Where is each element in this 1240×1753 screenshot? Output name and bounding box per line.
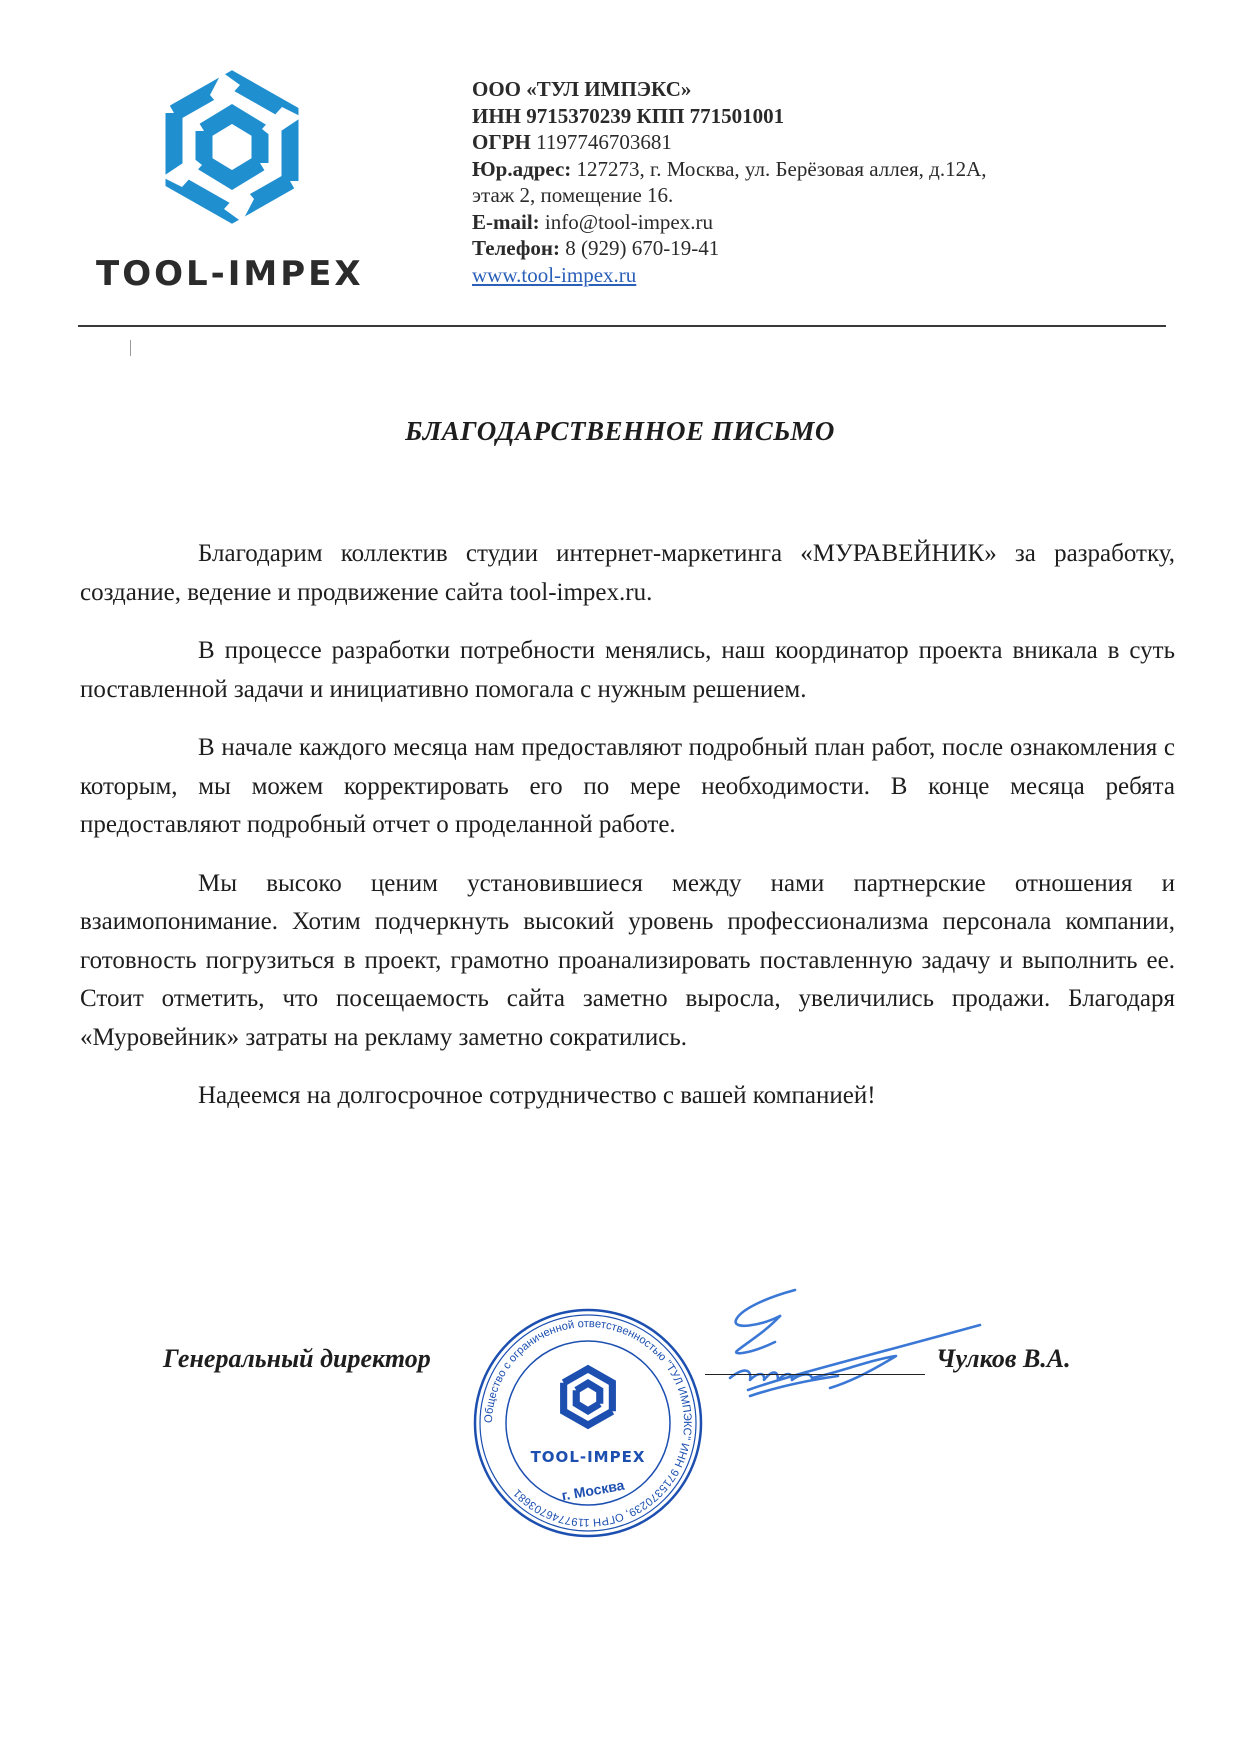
header-divider (78, 325, 1166, 327)
paragraph-4: Мы высоко ценим установившиеся между нами партнерские отношения и взаимопонимание. Хотим подчеркнуть высокий уровень профессионализма персонала компании, готовность погрузиться в проект, грамотно проанализировать поставленную задачу и выполнить ее. Стоит отметить, что посещаемость сайта заметно выросла, увеличились продажи. Благодаря «Муровейник» затраты на рекламу заметно сократились. (80, 869, 1175, 1051)
company-name: ООО «ТУЛ ИМПЭКС» (472, 77, 692, 101)
hexagon-logo-icon (152, 57, 312, 237)
phone-value: 8 (929) 670-19-41 (565, 236, 720, 260)
company-stamp (470, 1305, 706, 1541)
letter-body (80, 535, 1175, 1136)
inn-kpp: ИНН 9715370239 КПП 771501001 (472, 103, 785, 128)
paragraph-2: В процессе разработки потребности менялись, наш координатор проекта вникала в суть поставленной задачи и инициативно помогала с нужным решением. (80, 637, 1175, 703)
paragraph-1: Благодарим коллектив студии интернет-маркетинга «МУРАВЕЙНИК» за разработку, создание, ведение и продвижение сайта tool-impex.ru. (80, 540, 1175, 606)
signer-role: Генеральный директор (163, 1344, 431, 1373)
company-requisites (472, 76, 1112, 288)
letter-title: БЛАГОДАРСТВЕННОЕ ПИСЬМО (405, 416, 835, 446)
stamp-city: г. Москва (560, 1476, 626, 1504)
paragraph-3: В начале каждого месяца нам предоставляют подробный план работ, после ознакомления с которым, мы можем корректировать его по мере необходимости. В конце месяца ребята предоставляют подробный отчет о проделанной работе. (80, 734, 1175, 838)
stamp-ring-text: Общество с ограниченной ответственностью "ТУЛ ИМПЭКС" ИНН 9715370239, ОГРН 1197746703681 (482, 1317, 694, 1529)
paragraph-5: Надеемся на долгосрочное сотрудничество с вашей компанией! (198, 1082, 876, 1109)
address-label: Юр.адрес: (472, 156, 572, 181)
company-logo (92, 52, 382, 302)
signer-name: Чулков В.А. (936, 1344, 1071, 1373)
scan-mark (130, 340, 131, 356)
ogrn-label: ОГРН (472, 130, 531, 154)
phone-label: Телефон: (472, 236, 561, 260)
email-label: E-mail: (472, 209, 540, 234)
address-line-2: этаж 2, помещение 16. (472, 183, 674, 207)
stamp-logo-text: TOOL-IMPEX (530, 1448, 646, 1466)
email-value: info@tool-impex.ru (544, 209, 713, 234)
signature-line (705, 1374, 925, 1375)
address-line-1: 127273, г. Москва, ул. Берёзовая аллея, д.12А, (576, 156, 987, 181)
website-link[interactable]: www.tool-impex.ru (472, 262, 637, 287)
ogrn-value: 1197746703681 (536, 130, 672, 154)
logo-wordmark: TOOL-IMPEX (96, 254, 364, 294)
